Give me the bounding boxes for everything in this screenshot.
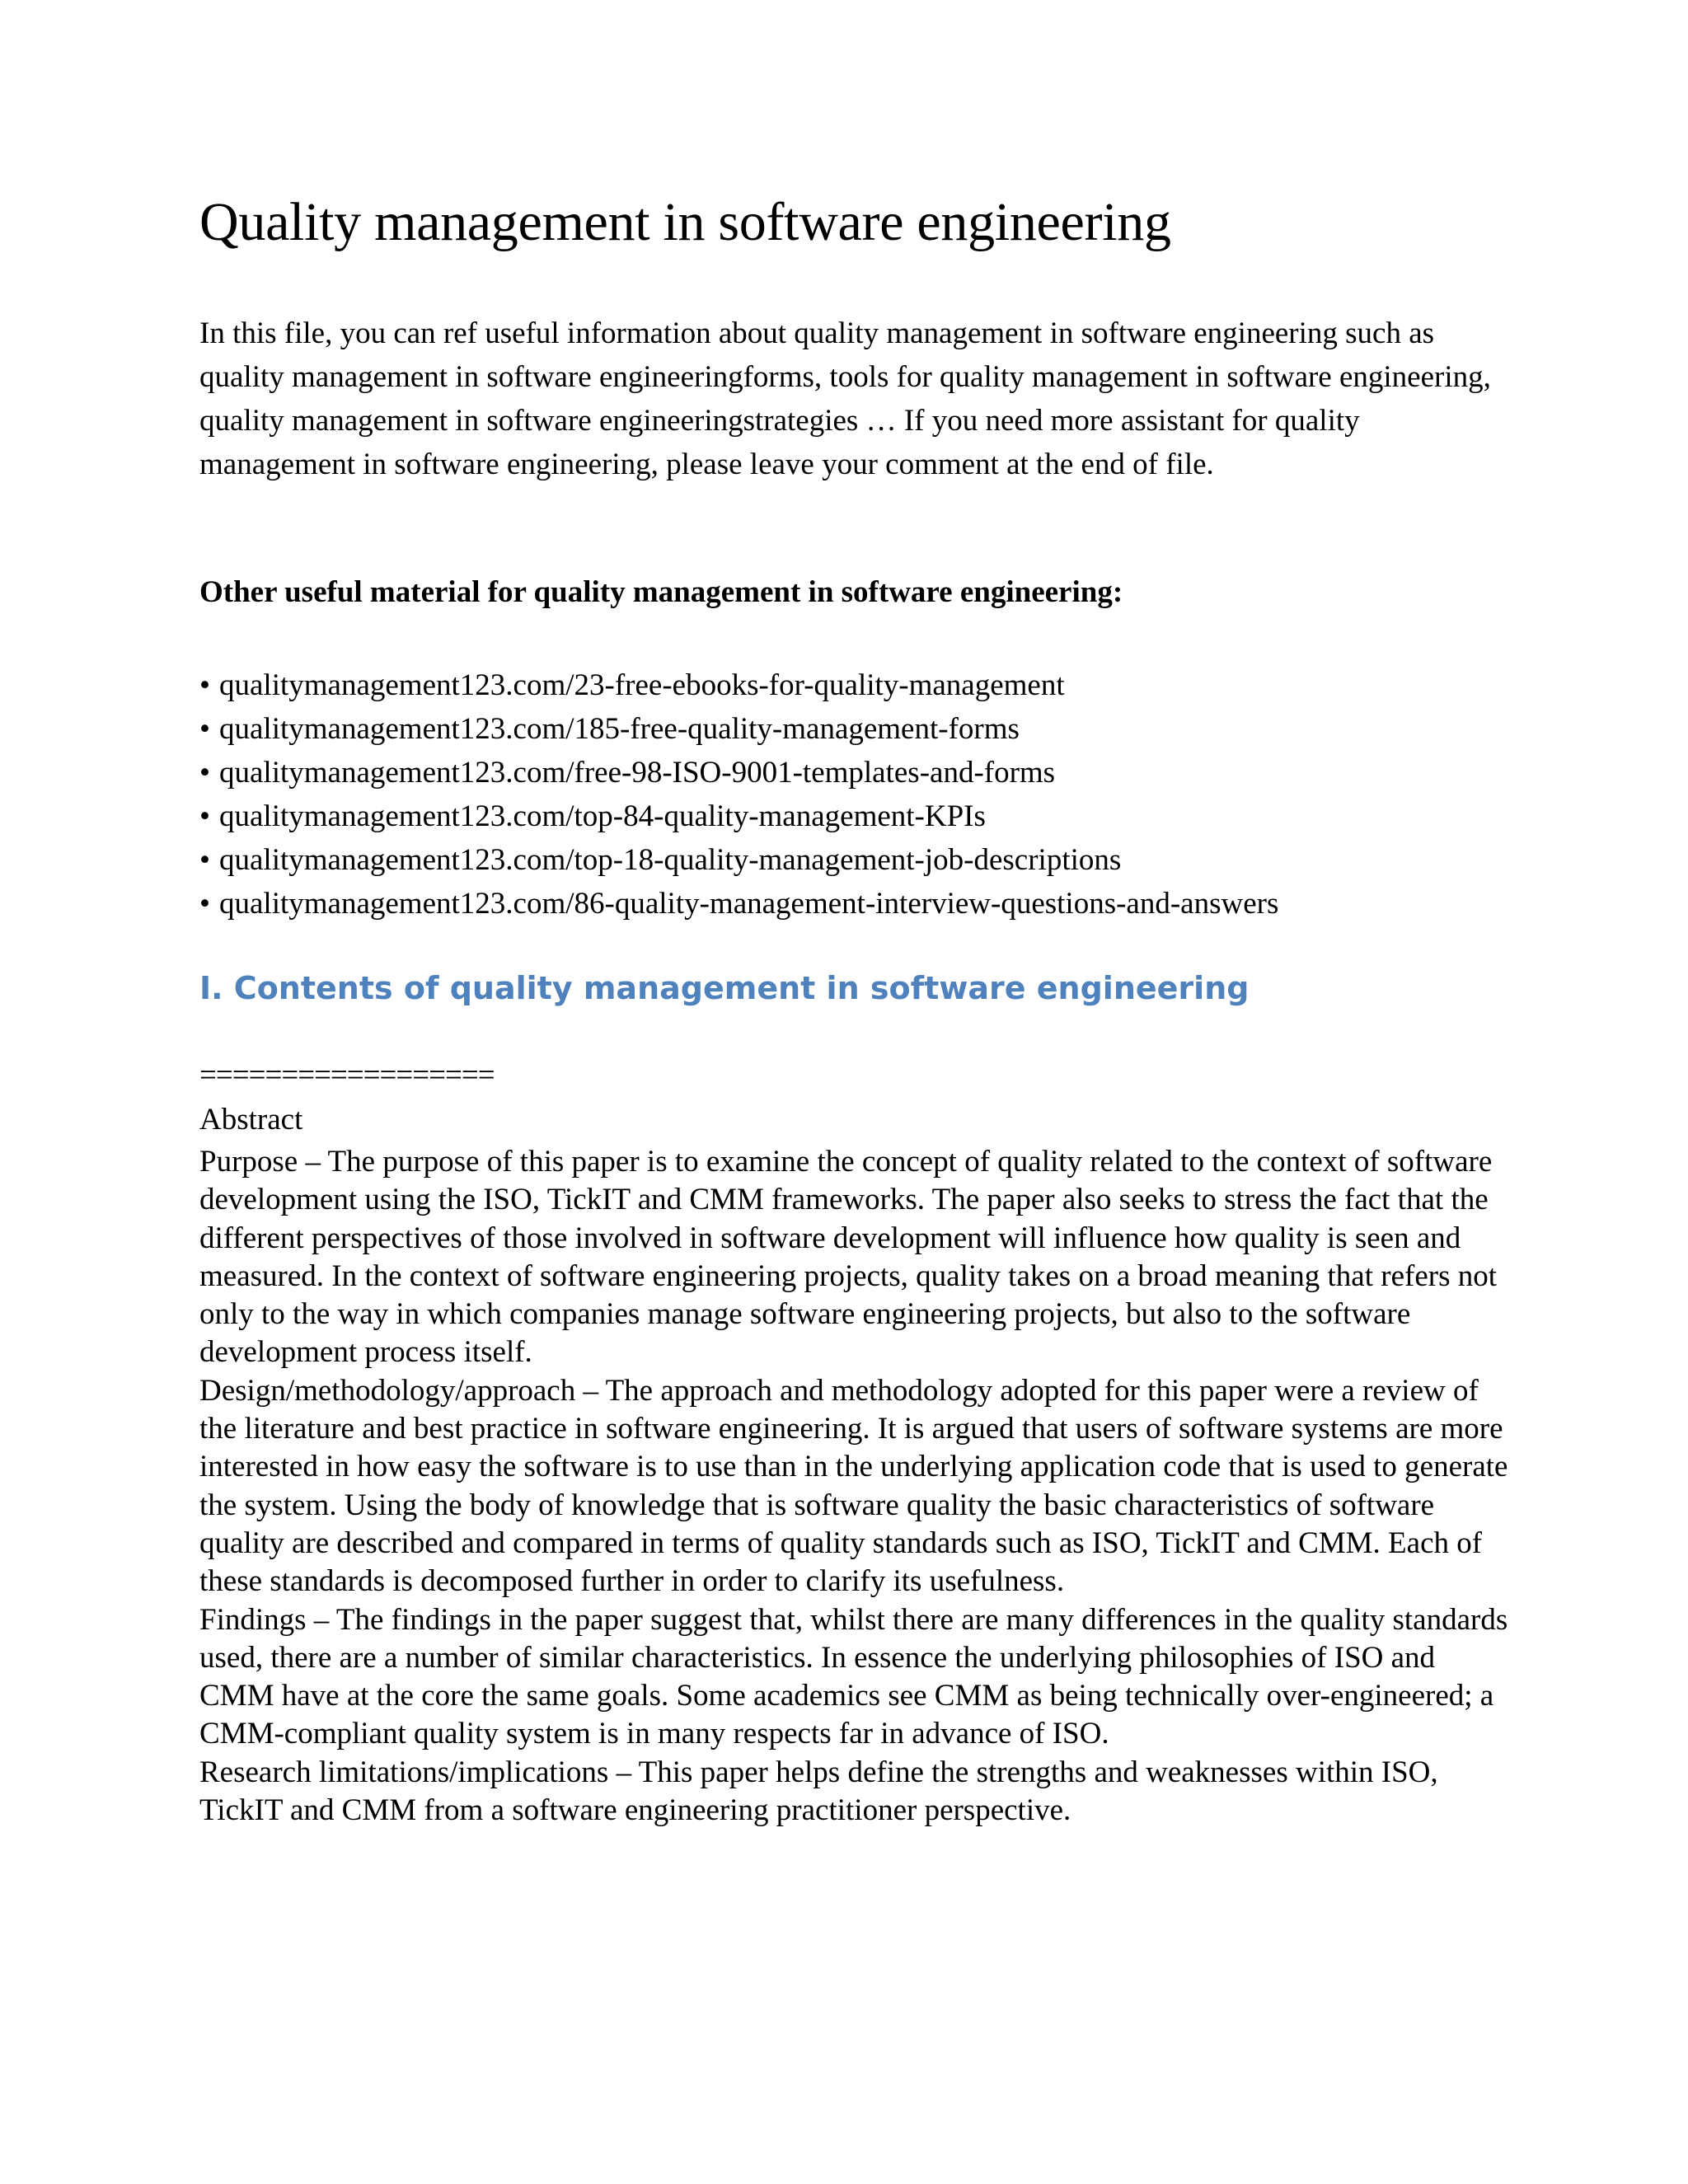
intro-paragraph: In this file, you can ref useful information about quality management in software engineering such as quality management in software engineeringforms, tools for quality management in software engineering, quality management in software engineeringstrategies … If you need more assistant for quality management in software engineering, please leave your comment at the end of file. [199, 316, 1491, 481]
resource-link-list [199, 663, 1278, 926]
abstract-limitations: Research limitations/implications – This paper helps define the strengths and weaknesses within ISO, TickIT and CMM from a software engineering practitioner perspective. [199, 1755, 1438, 1828]
abstract-body [199, 1143, 1510, 1830]
document-title: Quality management in software engineering [199, 192, 1171, 252]
bullet-icon: • [199, 887, 210, 921]
section-heading: I. Contents of quality management in software engineering [199, 970, 1250, 1006]
resource-link[interactable]: • qualitymanagement123.com/top-84-quality-management-KPIs [199, 794, 1278, 838]
abstract-label: Abstract [199, 1103, 303, 1137]
separator-line: ================== [199, 1058, 495, 1092]
abstract-design: Design/methodology/approach – The approach and methodology adopted for this paper were a review of the literature and best practice in software engineering. It is argued that users of software systems are more interested in how easy the software is to use than in the underlying application code that is used to generate the system. Using the body of knowledge that is software quality the basic characteristics of software quality are described and compared in terms of quality standards such as ISO, TickIT and CMM. Each of these standards is decomposed further in order to clarify its usefulness. [199, 1373, 1508, 1599]
abstract-purpose: Purpose – The purpose of this paper is to examine the concept of quality related to the context of software development using the ISO, TickIT and CMM frameworks. The paper also seeks to stress the fact that the different perspectives of those involved in software development will influence how quality is seen and measured. In the context of software engineering projects, quality takes on a broad meaning that refers not only to the way in which companies manage software engineering projects, but also to the software development process itself. [199, 1145, 1497, 1370]
resource-link[interactable]: • qualitymanagement123.com/free-98-ISO-9001-templates-and-forms [199, 751, 1278, 794]
bullet-icon: • [199, 843, 210, 877]
bullet-icon: • [199, 668, 210, 702]
bullet-icon: • [199, 799, 210, 833]
other-material-heading: Other useful material for quality management in software engineering: [199, 575, 1123, 609]
resource-link[interactable]: • qualitymanagement123.com/185-free-quality-management-forms [199, 707, 1278, 751]
resource-link[interactable]: • qualitymanagement123.com/23-free-ebooks-for-quality-management [199, 663, 1278, 707]
resource-link[interactable]: • qualitymanagement123.com/top-18-quality-management-job-descriptions [199, 838, 1278, 882]
resource-link[interactable]: • qualitymanagement123.com/86-quality-management-interview-questions-and-answers [199, 882, 1278, 926]
bullet-icon: • [199, 756, 210, 790]
abstract-findings: Findings – The findings in the paper suggest that, whilst there are many differences in the quality standards used, there are a number of similar characteristics. In essence the underlying philosophies of ISO and CMM have at the core the same goals. Some academics see CMM as being technically over-engineered; a CMM-compliant quality system is in many respects far in advance of ISO. [199, 1602, 1508, 1751]
bullet-icon: • [199, 712, 210, 746]
